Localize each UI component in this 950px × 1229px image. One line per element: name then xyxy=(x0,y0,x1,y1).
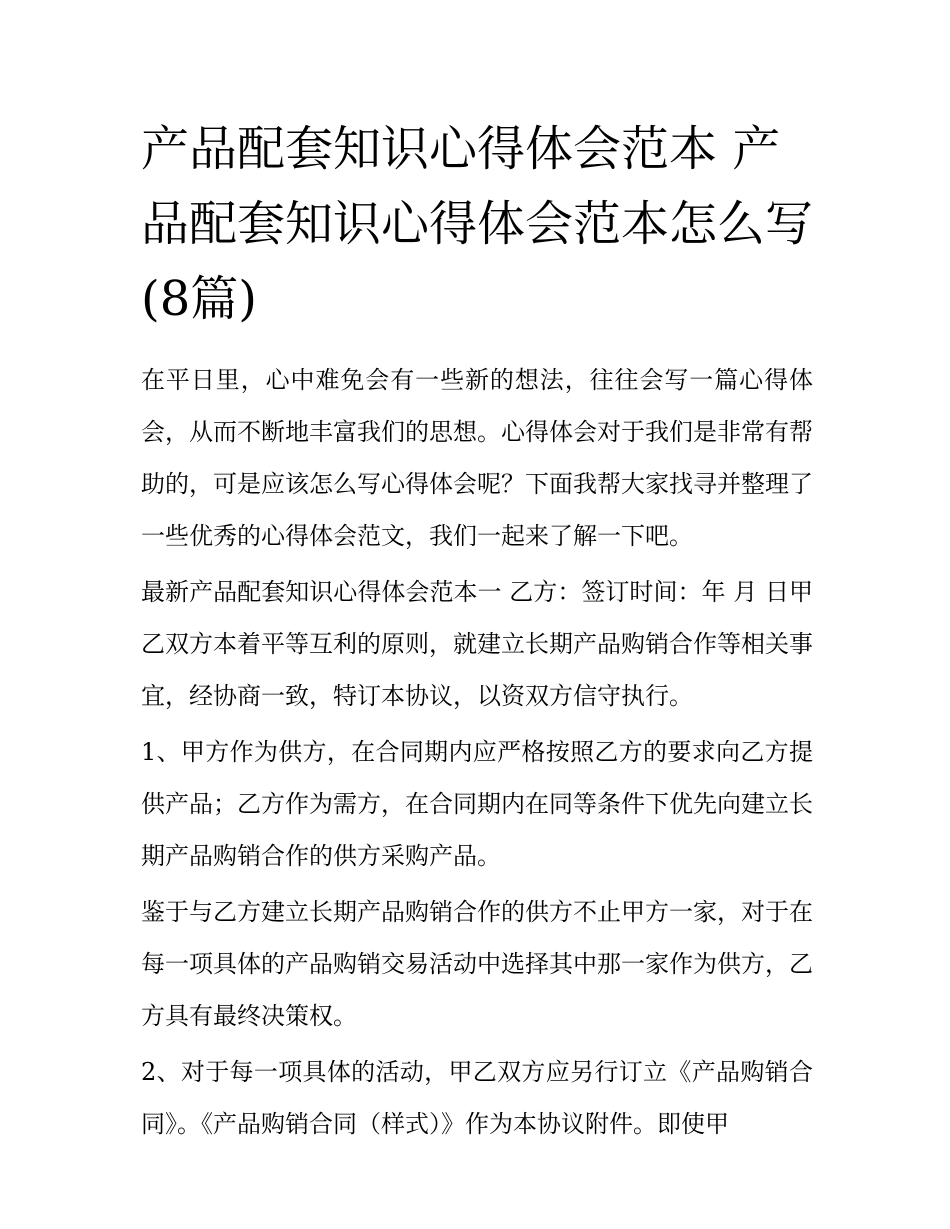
paragraph-agreement-header: 最新产品配套知识心得体会范本一 乙方：签订时间：年 月 日甲乙双方本着平等互利的原则，就建立长期产品购销合作等相关事宜，经协商一致，特订本协议，以资双方信守执行。 xyxy=(141,578,813,710)
paragraph-supplier-choice: 鉴于与乙方建立长期产品购销合作的供方不止甲方一家，对于在每一项具体的产品购销交易活动中选择其中那一家作为供方，乙方具有最终决策权。 xyxy=(141,898,813,1030)
document-body xyxy=(141,354,813,1150)
paragraph-clause-2: 2、对于每一项具体的活动，甲乙双方应另行订立《产品购销合同》。《产品购销合同（样式）》作为本协议附件。即使甲 xyxy=(141,1058,813,1138)
document-title: 产品配套知识心得体会范本 产品配套知识心得体会范本怎么写(8篇) xyxy=(141,121,814,327)
paragraph-clause-1: 1、甲方作为供方，在合同期内应严格按照乙方的要求向乙方提供产品；乙方作为需方，在合同期内在同等条件下优先向建立长期产品购销合作的供方采购产品。 xyxy=(141,738,813,870)
document-content xyxy=(141,112,813,1154)
paragraph-intro: 在平日里，心中难免会有一些新的想法，往往会写一篇心得体会，从而不断地丰富我们的思想。心得体会对于我们是非常有帮助的，可是应该怎么写心得体会呢？下面我帮大家找寻并整理了一些优秀的心得体会范文，我们一起来了解一下吧。 xyxy=(141,366,813,550)
